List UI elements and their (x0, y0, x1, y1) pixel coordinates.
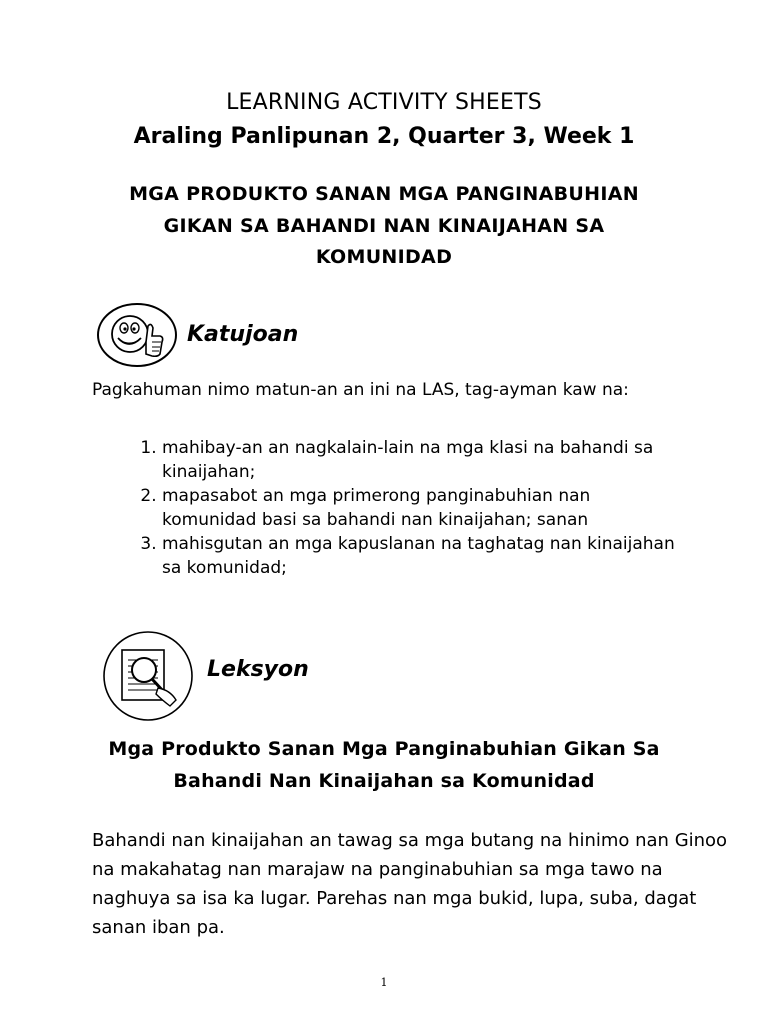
topic-line-2: GIKAN SA BAHANDI NAN KINAIJAHAN SA (163, 215, 605, 237)
smiley-thumbs-up-icon (96, 302, 178, 368)
lesson-title: Leksyon (207, 657, 309, 682)
list-item: 1. mahibay-an an nagkalain-lain na mga klasi na bahandi sa kinaijahan; (162, 436, 682, 484)
topic-line-3: KOMUNIDAD (315, 246, 453, 268)
list-item: 2. mapasabot an mga primerong panginabuhian nan komunidad basi sa bahandi nan kinaijahan; sanan (162, 484, 682, 532)
topic-line-1: MGA PRODUKTO SANAN MGA PANGINABUHIAN (129, 183, 639, 205)
lesson-heading-line-1: Mga Produkto Sanan Mga Panginabuhian Gikan Sa (108, 738, 660, 760)
document-title: LEARNING ACTIVITY SHEETS (226, 90, 542, 115)
page-number: 1 (380, 976, 388, 989)
lesson-paragraph: Bahandi nan kinaijahan an tawag sa mga butang na hinimo nan Ginoo na makahatag nan marajaw na panginabuhian sa mga tawo na naghuya sa isa ka lugar. Parehas nan mga bukid, lupa, suba, dagat sanan iban pa. (92, 830, 728, 938)
document-subtitle: Araling Panlipunan 2, Quarter 3, Week 1 (133, 124, 635, 149)
objectives-list (130, 436, 682, 580)
lesson-heading-line-2: Bahandi Nan Kinaijahan sa Komunidad (173, 770, 595, 792)
objectives-title: Katujoan (187, 322, 299, 347)
magnifier-document-icon (102, 630, 194, 722)
list-item: 3. mahisgutan an mga kapuslanan na taghatag nan kinaijahan sa komunidad; (162, 532, 682, 580)
objectives-intro: Pagkahuman nimo matun-an an ini na LAS, tag-ayman kaw na: (92, 380, 629, 400)
